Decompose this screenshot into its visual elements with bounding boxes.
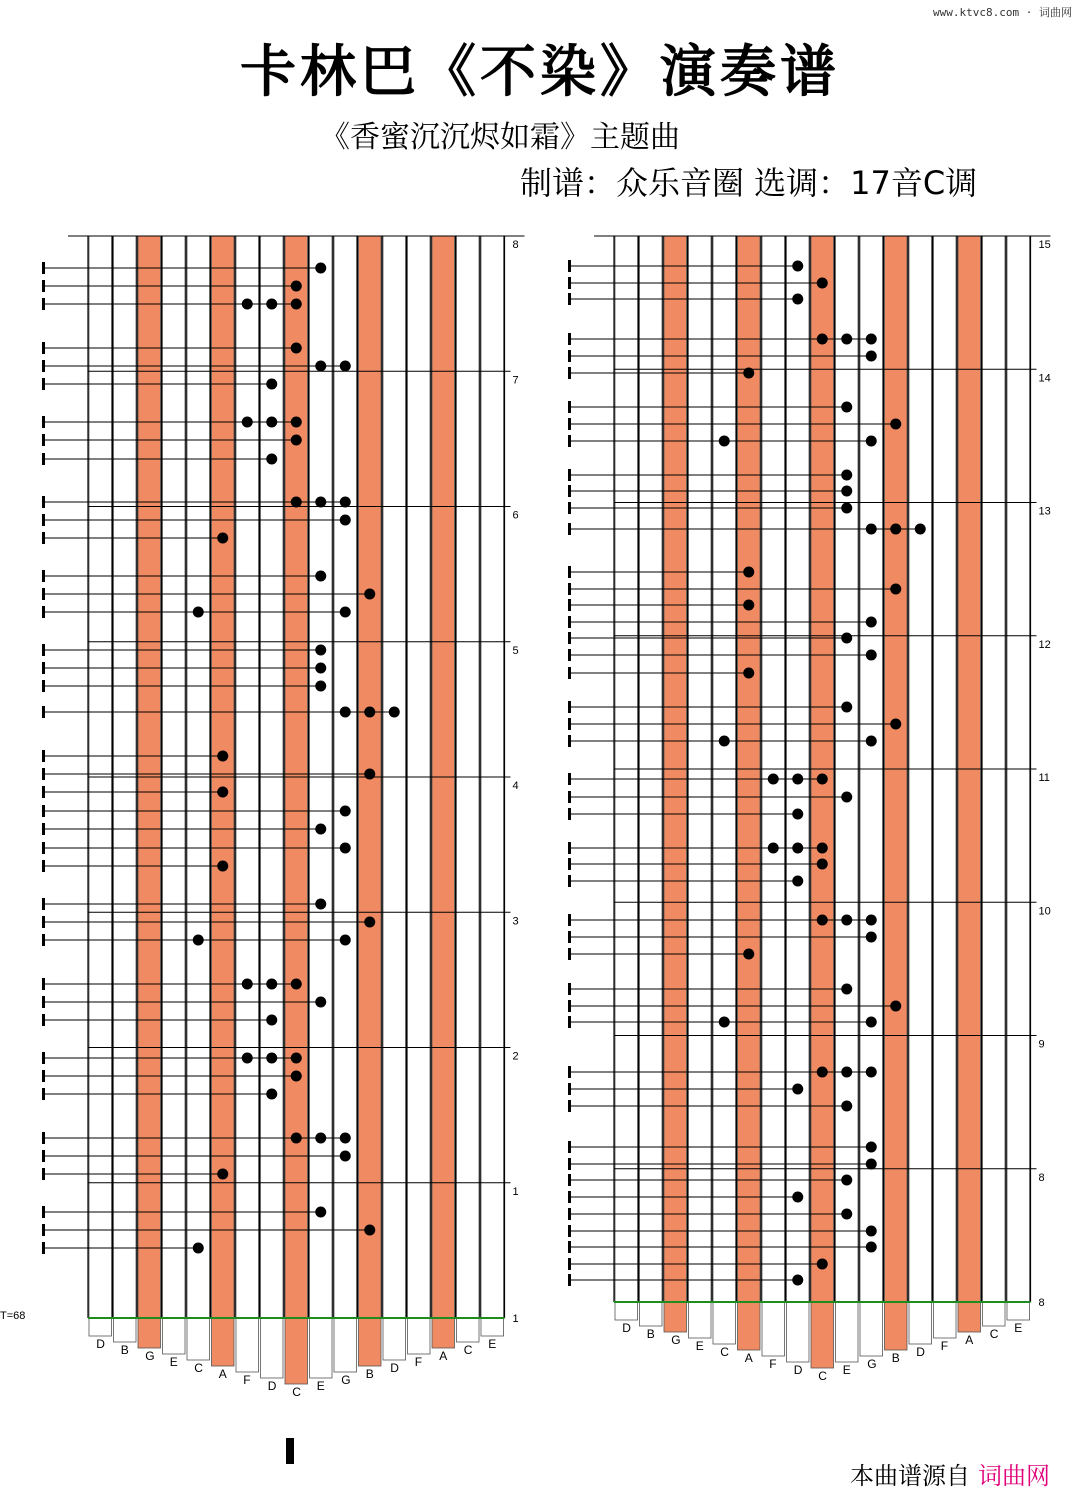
right-beat-stem: [568, 1066, 571, 1078]
site-watermark: www.ktvc8.com · 词曲网: [933, 6, 1072, 19]
right-note-dot: [841, 984, 852, 995]
right-note-dot: [841, 1175, 852, 1186]
left-note-dot: [217, 787, 228, 798]
left-note-dot: [340, 935, 351, 946]
right-beat-stem: [568, 1174, 571, 1186]
right-note-dot: [792, 876, 803, 887]
left-note-dot: [340, 515, 351, 526]
right-key-column: [811, 236, 834, 1368]
left-note-dot: [266, 299, 277, 310]
right-note-dot: [817, 774, 828, 785]
right-note-dot: [792, 809, 803, 820]
right-note-dot: [890, 419, 901, 430]
right-beat-stem: [568, 277, 571, 289]
left-key-letter: F: [414, 1355, 423, 1369]
left-beat-stem: [42, 805, 45, 817]
left-note-dot: [315, 997, 326, 1008]
left-key-letter: A: [218, 1367, 227, 1381]
left-note-dot: [217, 533, 228, 544]
left-key-letter: F: [243, 1373, 251, 1387]
right-key-column: [640, 236, 663, 1326]
right-note-dot: [817, 859, 828, 870]
left-beat-stem: [42, 342, 45, 354]
page-title: 卡林巴《不染》演奏谱: [240, 40, 840, 105]
left-beat-stem: [42, 1014, 45, 1026]
source-watermark: [850, 1456, 1050, 1491]
right-beat-stem: [568, 418, 571, 430]
right-note-dot: [841, 486, 852, 497]
left-key-column: [408, 236, 431, 1354]
right-note-dot: [841, 633, 852, 644]
right-measure-number: 8: [1038, 1297, 1045, 1309]
right-note-dot: [866, 334, 877, 345]
right-note-dot: [890, 1001, 901, 1012]
right-note-dot: [866, 1159, 877, 1170]
right-key-column: [738, 236, 761, 1350]
left-key-column: [432, 236, 455, 1348]
right-measure-number: 12: [1038, 638, 1051, 651]
left-note-dot: [291, 1071, 302, 1082]
left-beat-stem: [42, 1088, 45, 1100]
left-note-dot: [266, 1015, 277, 1026]
left-note-dot: [315, 681, 326, 692]
left-note-dot: [364, 589, 375, 600]
right-beat-stem: [568, 1258, 571, 1270]
left-key-column: [187, 236, 210, 1360]
right-note-dot: [743, 600, 754, 611]
right-key-column: [664, 236, 687, 1332]
right-beat-stem: [568, 367, 571, 379]
right-note-dot: [841, 792, 852, 803]
right-note-dot: [915, 524, 926, 535]
tempo-marking: T=68: [0, 1310, 26, 1322]
right-beat-stem: [568, 842, 571, 854]
left-key-letter: C: [292, 1385, 301, 1399]
right-measure-number: 13: [1038, 505, 1051, 518]
right-key-letter: E: [842, 1363, 851, 1377]
right-beat-stem: [568, 566, 571, 578]
left-beat-stem: [42, 1206, 45, 1218]
left-note-dot: [315, 571, 326, 582]
right-beat-stem: [568, 632, 571, 644]
right-measure-number: 8: [1038, 1171, 1045, 1184]
left-note-dot: [340, 1151, 351, 1162]
right-note-dot: [866, 915, 877, 926]
right-note-dot: [743, 567, 754, 578]
right-key-letter: B: [891, 1351, 900, 1365]
right-key-column: [615, 236, 638, 1320]
left-beat-stem: [42, 842, 45, 854]
left-note-dot: [315, 645, 326, 656]
left-beat-stem: [42, 1242, 45, 1254]
left-beat-stem: [42, 898, 45, 910]
left-key-column: [334, 236, 357, 1372]
left-key-column: [114, 236, 137, 1342]
right-beat-stem: [568, 1225, 571, 1237]
left-note-dot: [217, 751, 228, 762]
left-beat-stem: [42, 1168, 45, 1180]
left-beat-stem: [42, 453, 45, 465]
left-key-column: [89, 236, 112, 1336]
right-beat-stem: [568, 401, 571, 413]
right-note-dot: [890, 719, 901, 730]
right-beat-stem: [568, 469, 571, 481]
left-beat-stem: [42, 1224, 45, 1236]
left-note-dot: [217, 1169, 228, 1180]
right-beat-stem: [568, 718, 571, 730]
right-key-letter: A: [965, 1333, 974, 1347]
right-beat-stem: [568, 667, 571, 679]
left-beat-stem: [42, 262, 45, 274]
left-note-dot: [193, 1243, 204, 1254]
right-key-letter: A: [744, 1351, 753, 1365]
right-beat-stem: [568, 1274, 571, 1286]
left-note-dot: [315, 824, 326, 835]
left-note-dot: [340, 806, 351, 817]
right-note-dot: [841, 402, 852, 413]
left-key-letter: D: [267, 1379, 277, 1393]
left-beat-stem: [42, 978, 45, 990]
right-note-dot: [866, 650, 877, 661]
right-key-letter: D: [793, 1363, 803, 1377]
left-key-letter: A: [439, 1349, 448, 1363]
left-key-column: [261, 236, 284, 1378]
left-note-dot: [291, 435, 302, 446]
left-key-letter: C: [194, 1361, 203, 1375]
right-beat-stem: [568, 649, 571, 661]
left-beat-stem: [42, 434, 45, 446]
left-key-letter: D: [390, 1361, 399, 1375]
left-beat-stem: [42, 996, 45, 1008]
right-key-column: [689, 236, 712, 1338]
right-key-column: [885, 236, 908, 1350]
right-beat-stem: [568, 502, 571, 514]
left-key-column: [457, 236, 480, 1342]
left-beat-stem: [42, 360, 45, 372]
left-key-column: [383, 236, 406, 1360]
left-key-letter: E: [316, 1379, 325, 1393]
right-beat-stem: [568, 1158, 571, 1170]
right-beat-stem: [568, 948, 571, 960]
right-beat-stem: [568, 1141, 571, 1153]
left-key-letter: E: [169, 1355, 178, 1369]
left-beat-stem: [42, 1070, 45, 1082]
left-key-column: [481, 236, 504, 1336]
left-key-letter: D: [96, 1337, 105, 1351]
left-beat-stem: [42, 680, 45, 692]
right-note-dot: [817, 278, 828, 289]
right-beat-stem: [568, 914, 571, 926]
left-beat-stem: [42, 496, 45, 508]
left-beat-stem: [42, 416, 45, 428]
left-measure-number: 5: [512, 644, 519, 657]
left-beat-stem: [42, 1052, 45, 1064]
right-beat-stem: [568, 701, 571, 713]
left-measure-number: 6: [512, 509, 519, 522]
left-beat-stem: [42, 378, 45, 390]
right-key-letter: G: [671, 1333, 681, 1347]
right-note-dot: [792, 1275, 803, 1286]
left-note-dot: [340, 1133, 351, 1144]
left-measure-number: 7: [512, 374, 519, 387]
left-note-dot: [217, 861, 228, 872]
right-note-dot: [866, 1226, 877, 1237]
right-beat-stem: [568, 260, 571, 272]
right-beat-stem: [568, 1100, 571, 1112]
source-text: 本曲谱源自: [850, 1462, 970, 1490]
right-beat-stem: [568, 791, 571, 803]
left-note-dot: [315, 263, 326, 274]
left-beat-stem: [42, 916, 45, 928]
left-note-dot: [291, 979, 302, 990]
right-key-letter: F: [940, 1339, 949, 1353]
left-key-letter: C: [463, 1343, 473, 1357]
page-number-bar: [286, 1438, 294, 1464]
left-beat-stem: [42, 298, 45, 310]
left-beat-stem: [42, 706, 45, 718]
right-beat-stem: [568, 808, 571, 820]
right-beat-stem: [568, 1000, 571, 1012]
right-key-letter: E: [1014, 1321, 1023, 1335]
left-beat-stem: [42, 644, 45, 656]
right-key-column: [762, 236, 785, 1356]
right-beat-stem: [568, 435, 571, 447]
left-note-dot: [315, 899, 326, 910]
right-note-dot: [743, 668, 754, 679]
right-note-dot: [866, 1142, 877, 1153]
left-key-letter: B: [120, 1343, 129, 1357]
left-beat-stem: [42, 570, 45, 582]
left-note-dot: [389, 707, 400, 718]
right-key-column: [934, 236, 957, 1338]
right-beat-stem: [568, 583, 571, 595]
left-beat-stem: [42, 823, 45, 835]
credits-line: 制谱：众乐音圈 选调：17音C调: [520, 164, 978, 202]
right-measure-number: 10: [1038, 905, 1051, 918]
page-subtitle: 《香蜜沉沉烬如霜》主题曲: [320, 120, 680, 155]
right-beat-stem: [568, 1208, 571, 1220]
right-beat-stem: [568, 523, 571, 535]
right-key-column: [860, 236, 883, 1356]
right-beat-stem: [568, 1083, 571, 1095]
left-key-letter: E: [488, 1337, 497, 1351]
right-measure-number: 15: [1038, 239, 1051, 251]
right-beat-stem: [568, 599, 571, 611]
right-note-dot: [866, 436, 877, 447]
left-key-column: [163, 236, 186, 1354]
right-key-letter: B: [646, 1327, 655, 1341]
right-note-dot: [866, 617, 877, 628]
left-note-dot: [291, 299, 302, 310]
right-beat-stem: [568, 350, 571, 362]
left-note-dot: [266, 454, 277, 465]
right-measure-number: 11: [1038, 772, 1050, 784]
left-beat-stem: [42, 662, 45, 674]
left-measure-number: 3: [512, 915, 519, 928]
right-note-dot: [792, 1084, 803, 1095]
left-measure-number: 4: [512, 780, 519, 792]
left-note-dot: [291, 343, 302, 354]
right-note-dot: [890, 584, 901, 595]
right-note-dot: [817, 843, 828, 854]
right-note-dot: [792, 294, 803, 305]
left-note-dot: [266, 1089, 277, 1100]
right-note-dot: [743, 368, 754, 379]
right-key-column: [1007, 236, 1030, 1320]
left-beat-stem: [42, 786, 45, 798]
left-beat-stem: [42, 860, 45, 872]
right-key-letter: G: [867, 1357, 877, 1371]
left-measure-number: 1: [512, 1185, 519, 1198]
right-beat-stem: [568, 983, 571, 995]
right-note-dot: [866, 1017, 877, 1028]
left-note-dot: [340, 361, 351, 372]
right-note-dot: [817, 1259, 828, 1270]
right-beat-stem: [568, 616, 571, 628]
right-measure-number: 9: [1038, 1038, 1045, 1051]
left-note-dot: [315, 663, 326, 674]
right-key-column: [983, 236, 1006, 1326]
left-note-dot: [364, 769, 375, 780]
left-note-dot: [266, 379, 277, 390]
left-beat-stem: [42, 1132, 45, 1144]
right-beat-stem: [568, 485, 571, 497]
right-beat-stem: [568, 1016, 571, 1028]
right-note-dot: [792, 1192, 803, 1203]
left-note-dot: [340, 607, 351, 618]
right-measure-number: 14: [1038, 372, 1051, 385]
left-beat-stem: [42, 588, 45, 600]
left-key-letter: G: [341, 1373, 351, 1387]
brand-text: 词曲网: [978, 1462, 1050, 1490]
left-note-dot: [364, 917, 375, 928]
left-note-dot: [291, 281, 302, 292]
left-key-column: [212, 236, 235, 1366]
left-beat-stem: [42, 532, 45, 544]
right-key-column: [909, 236, 932, 1344]
left-key-column: [359, 236, 382, 1366]
right-key-letter: D: [622, 1321, 631, 1335]
left-measure-number: 8: [512, 239, 519, 251]
left-key-letter: B: [365, 1367, 374, 1381]
right-note-dot: [866, 351, 877, 362]
right-key-letter: E: [695, 1339, 704, 1353]
right-note-dot: [841, 1209, 852, 1220]
right-key-letter: C: [989, 1327, 999, 1341]
right-key-column: [958, 236, 981, 1332]
left-beat-stem: [42, 514, 45, 526]
right-beat-stem: [568, 1191, 571, 1203]
right-beat-stem: [568, 1241, 571, 1253]
right-beat-stem: [568, 875, 571, 887]
right-note-dot: [866, 736, 877, 747]
left-note-dot: [291, 1053, 302, 1064]
left-beat-stem: [42, 606, 45, 618]
right-beat-stem: [568, 858, 571, 870]
left-measure-number: 2: [512, 1050, 519, 1063]
right-key-letter: C: [720, 1345, 729, 1359]
left-beat-stem: [42, 934, 45, 946]
left-note-dot: [315, 1207, 326, 1218]
right-note-dot: [866, 1242, 877, 1253]
left-measure-number: 1: [512, 1313, 519, 1325]
left-beat-stem: [42, 750, 45, 762]
right-beat-stem: [568, 735, 571, 747]
right-key-column: [713, 236, 736, 1344]
right-beat-stem: [568, 333, 571, 345]
left-key-letter: G: [145, 1349, 155, 1363]
right-key-letter: D: [916, 1345, 925, 1359]
right-beat-stem: [568, 931, 571, 943]
right-note-dot: [841, 470, 852, 481]
left-note-dot: [340, 497, 351, 508]
left-key-column: [236, 236, 259, 1372]
left-beat-stem: [42, 1150, 45, 1162]
right-note-dot: [792, 261, 803, 272]
right-beat-stem: [568, 293, 571, 305]
right-key-letter: F: [769, 1357, 777, 1371]
left-beat-stem: [42, 768, 45, 780]
right-note-dot: [841, 503, 852, 514]
right-note-dot: [841, 702, 852, 713]
right-note-dot: [743, 949, 754, 960]
left-note-dot: [364, 1225, 375, 1236]
right-note-dot: [866, 932, 877, 943]
right-note-dot: [841, 1101, 852, 1112]
right-key-letter: C: [818, 1369, 827, 1383]
left-note-dot: [291, 417, 302, 428]
right-note-dot: [866, 1067, 877, 1078]
left-note-dot: [340, 843, 351, 854]
right-beat-stem: [568, 773, 571, 785]
left-beat-stem: [42, 280, 45, 292]
